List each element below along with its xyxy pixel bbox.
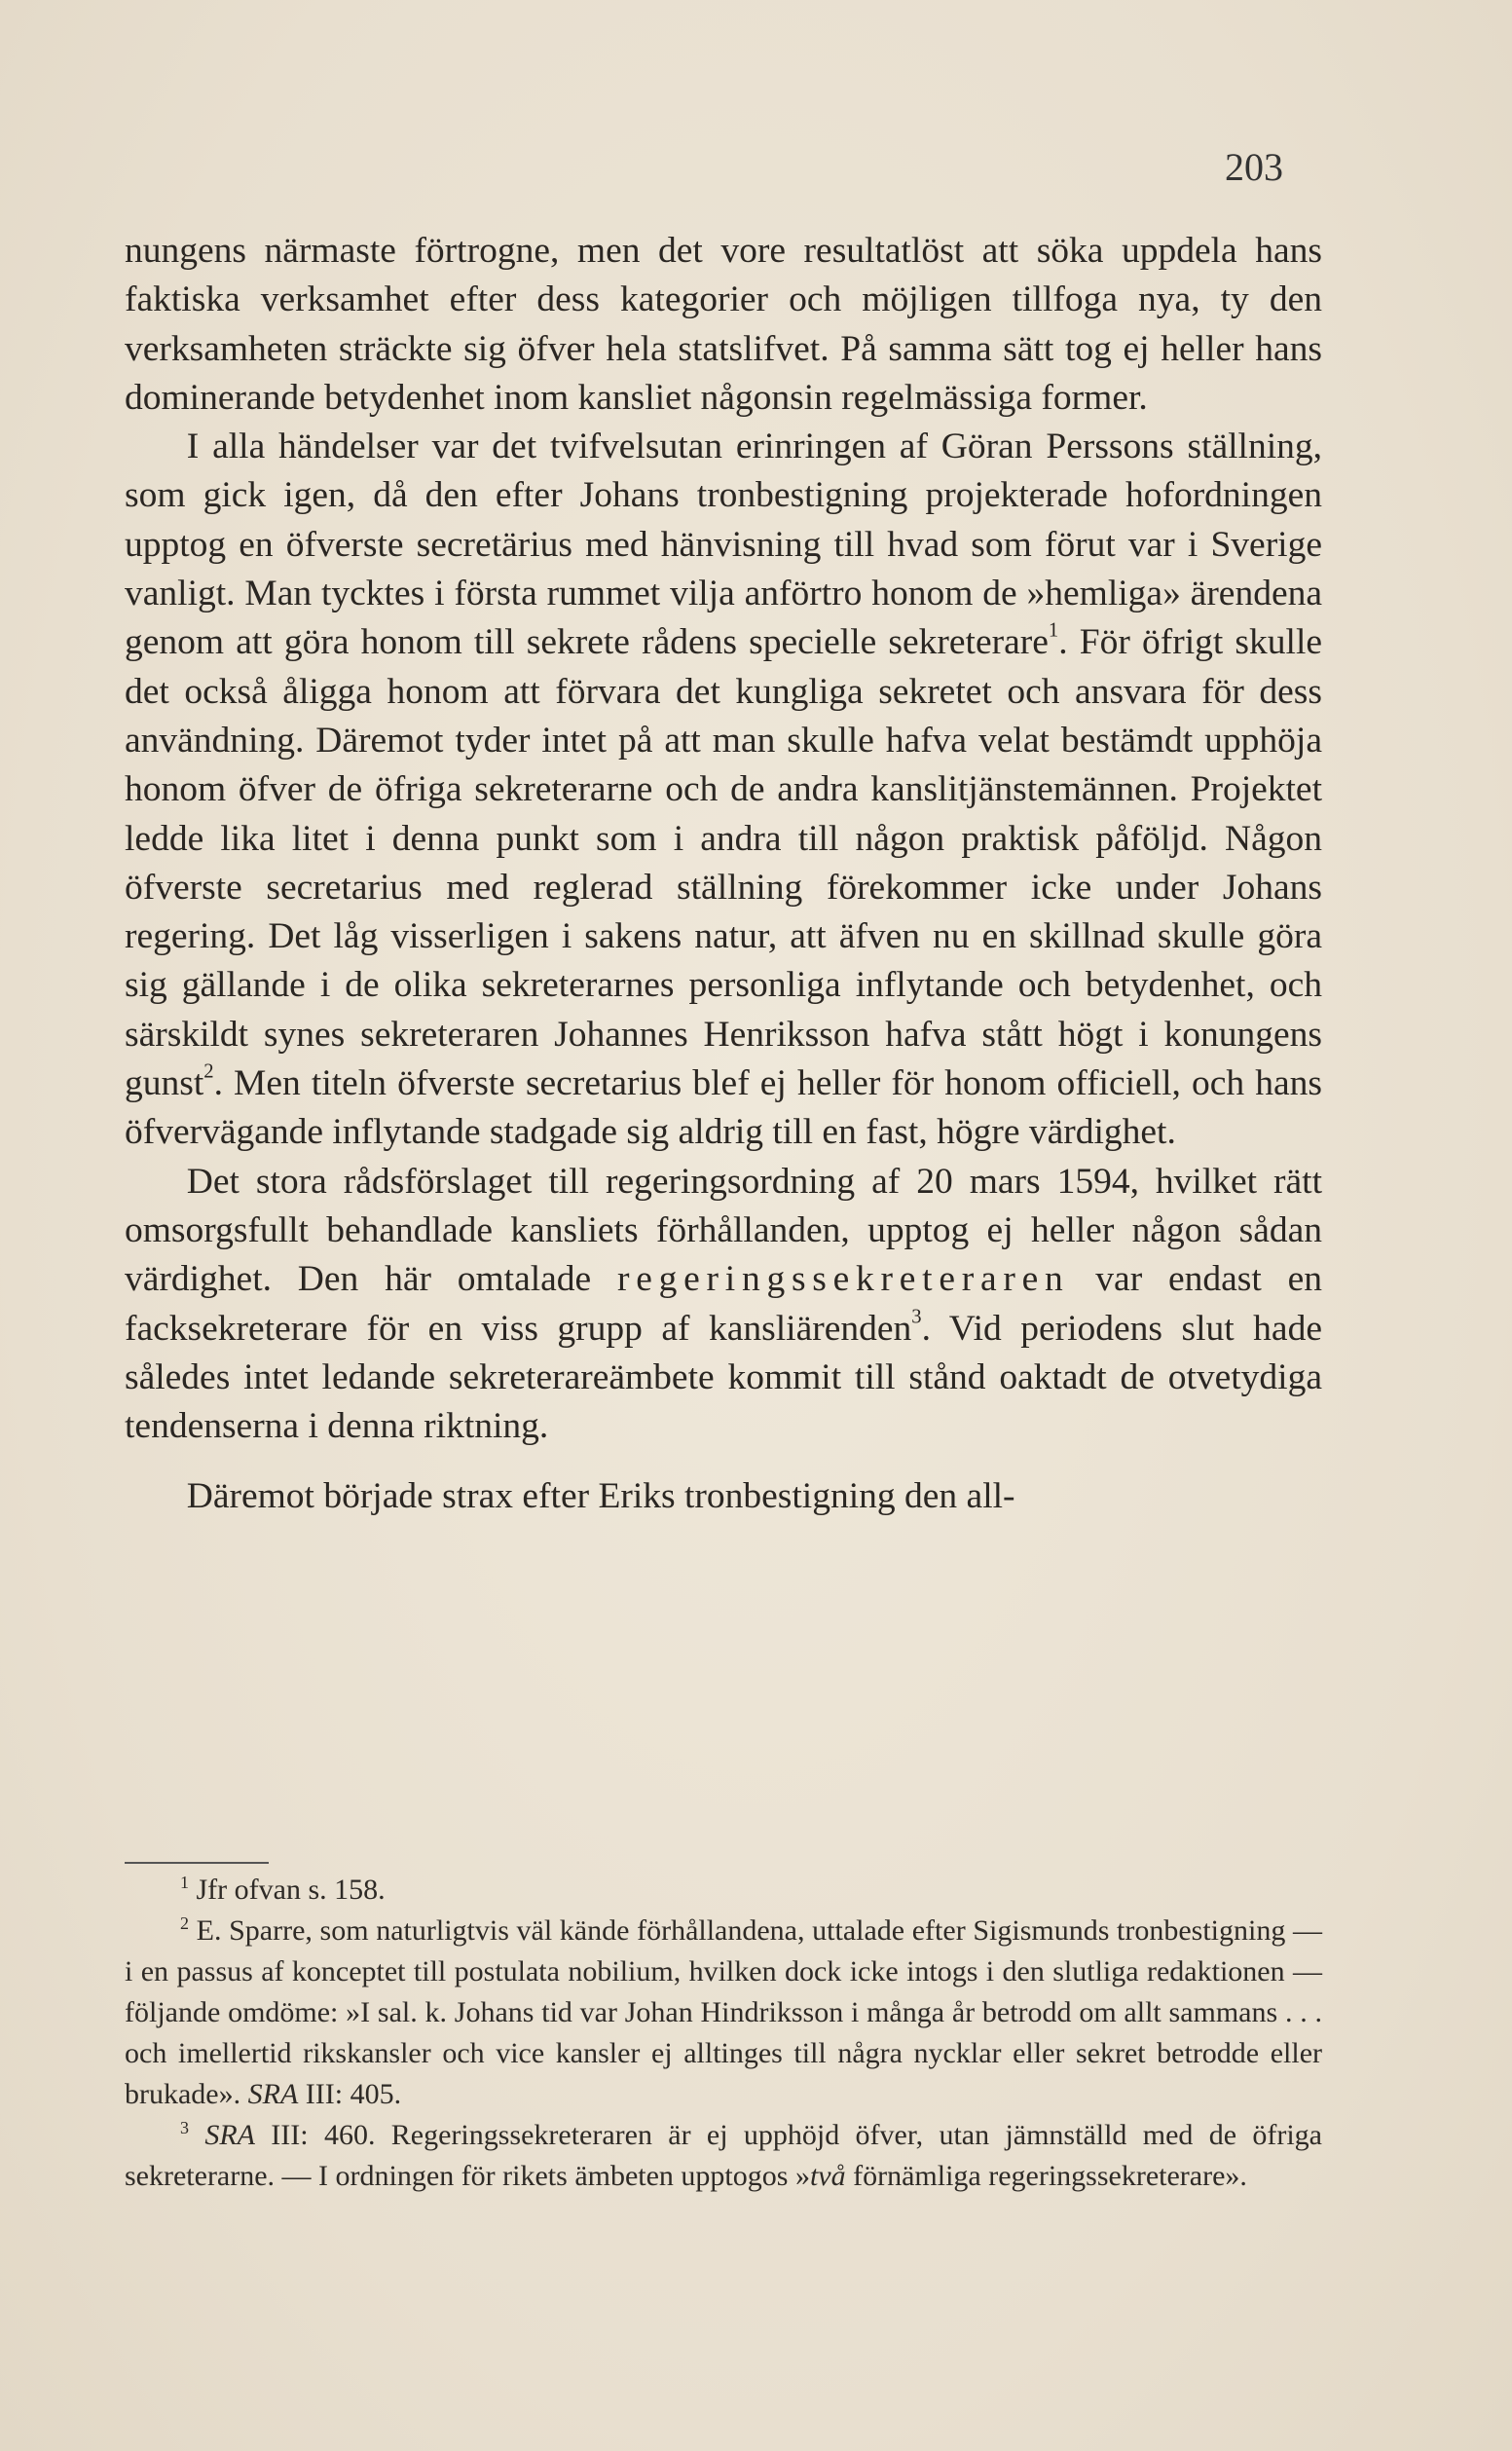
footnote [125, 1911, 1322, 2115]
paragraph [125, 1158, 1322, 1452]
footnote [125, 2115, 1322, 2197]
text-run: III: 460. Regeringssekreteraren är ej upphöjd öfver, utan jämnställd med de öfriga sekreterarne. — I ordningen för rikets ämbeten upptogos » [125, 2119, 1322, 2192]
text-run: . Vid periodens slut hade således intet ledande sekreterareämbete kommit till stånd oaktadt de otvetydiga tendenserna i denna riktning. [125, 1308, 1322, 1447]
footnote-marker: 2 [180, 1913, 189, 1934]
footnote-marker: 3 [180, 2118, 189, 2138]
text-run: I alla händelser var det tvifvelsutan erinringen af Göran Perssons ställning, som gick igen, då den efter Johans tronbestigning projekterade hofordningen upptog en öfverste secretärius med hänvisning till hvad som förut var i Sverige vanligt. Man tycktes i första rummet vilja anförtro honom de »hemliga» ärendena genom att göra honom till sekrete rådens specielle sekreterare [125, 427, 1322, 663]
footnote-marker: 1 [180, 1873, 189, 1893]
text-run: . För öfrigt skulle det också åligga honom att förvara det kungliga sekretet och ansvara för dess användning. Däremot tyder intet på att man skulle hafva velat bestämdt upphöja honom öfver de öfriga sekreterarne och de andra kanslitjänstemännen. Projektet ledde lika litet i denna punkt som i andra till någon praktisk påföljd. Någon öfverste secretarius med reglerad ställning förekommer icke under Johans regering. Det låg visserligen i sakens natur, att äfven nu en skillnad skulle göra sig gällande i de olika sekreterarnes personliga inflytande och betydenhet, och särskildt synes sekreteraren Johannes Henriksson hafva stått högt i konungens gunst [125, 622, 1323, 1104]
text-run: förnämliga regeringssekreterare». [845, 2160, 1247, 2192]
text-run: Däremot började strax efter Eriks tronbestigning den all- [186, 1476, 1015, 1517]
paragraph [125, 227, 1322, 423]
page-number: 203 [1225, 145, 1283, 189]
italic-text: SRA [247, 2078, 299, 2110]
text-run: . Men titeln öfverste secretarius blef ej heller för honom officiell, och hans öfvervägande inflytande stadgade sig aldrig till en fast, högre värdighet. [125, 1063, 1322, 1153]
text-run: III: 405. [298, 2078, 402, 2110]
footnote-marker: 3 [911, 1306, 922, 1327]
spaced-term: regeringssekreteraren [617, 1259, 1070, 1300]
footnotes [125, 1870, 1322, 2197]
italic-text: SRA [204, 2119, 255, 2151]
paragraph [125, 1472, 1322, 1521]
italic-text: två [809, 2160, 846, 2192]
text-run: Det stora rådsförslaget till regeringsordning af 20 mars 1594, hvilket rätt omsorgsfullt behandlade kansliets förhållanden, upptog ej heller någon sådan värdighet. Den här omtalade [125, 1161, 1322, 1300]
text-run: var endast en facksekreterare för en viss grupp af kansliärenden [125, 1259, 1322, 1349]
footnote-marker: 1 [1048, 619, 1059, 642]
footnote-separator [125, 1862, 269, 1864]
text-run: nungens närmaste förtrogne, men det vore resultatlöst att söka uppdela hans faktiska verksamhet efter dess kategorier och möjligen tillfoga nya, ty den verksamheten sträckte sig öfver hela statslifvet. På samma sätt tog ej heller hans dominerande betydenhet inom kansliet någonsin regelmässiga former. [125, 231, 1322, 418]
footnote [125, 1870, 1322, 1911]
paragraph [125, 423, 1322, 1157]
text-run: E. Sparre, som naturligtvis väl kände förhållandena, uttalade efter Sigismunds tronbestigning — i en passus af konceptet till postulata nobilium, hvilken dock icke intogs i den slutliga redaktionen — följande omdöme: »I sal. k. Johans tid var Johan Hindriksson i många år betrodd om allt sammans . . . och imellertid rikskansler och vice kansler ej alltinges till några nycklar eller sekret betrodde eller brukade». [125, 1914, 1322, 2110]
text-run [189, 2119, 204, 2151]
text-run: Jfr ofvan s. 158. [189, 1874, 386, 1906]
footnote-marker: 2 [203, 1060, 214, 1083]
body-text [125, 227, 1322, 1522]
